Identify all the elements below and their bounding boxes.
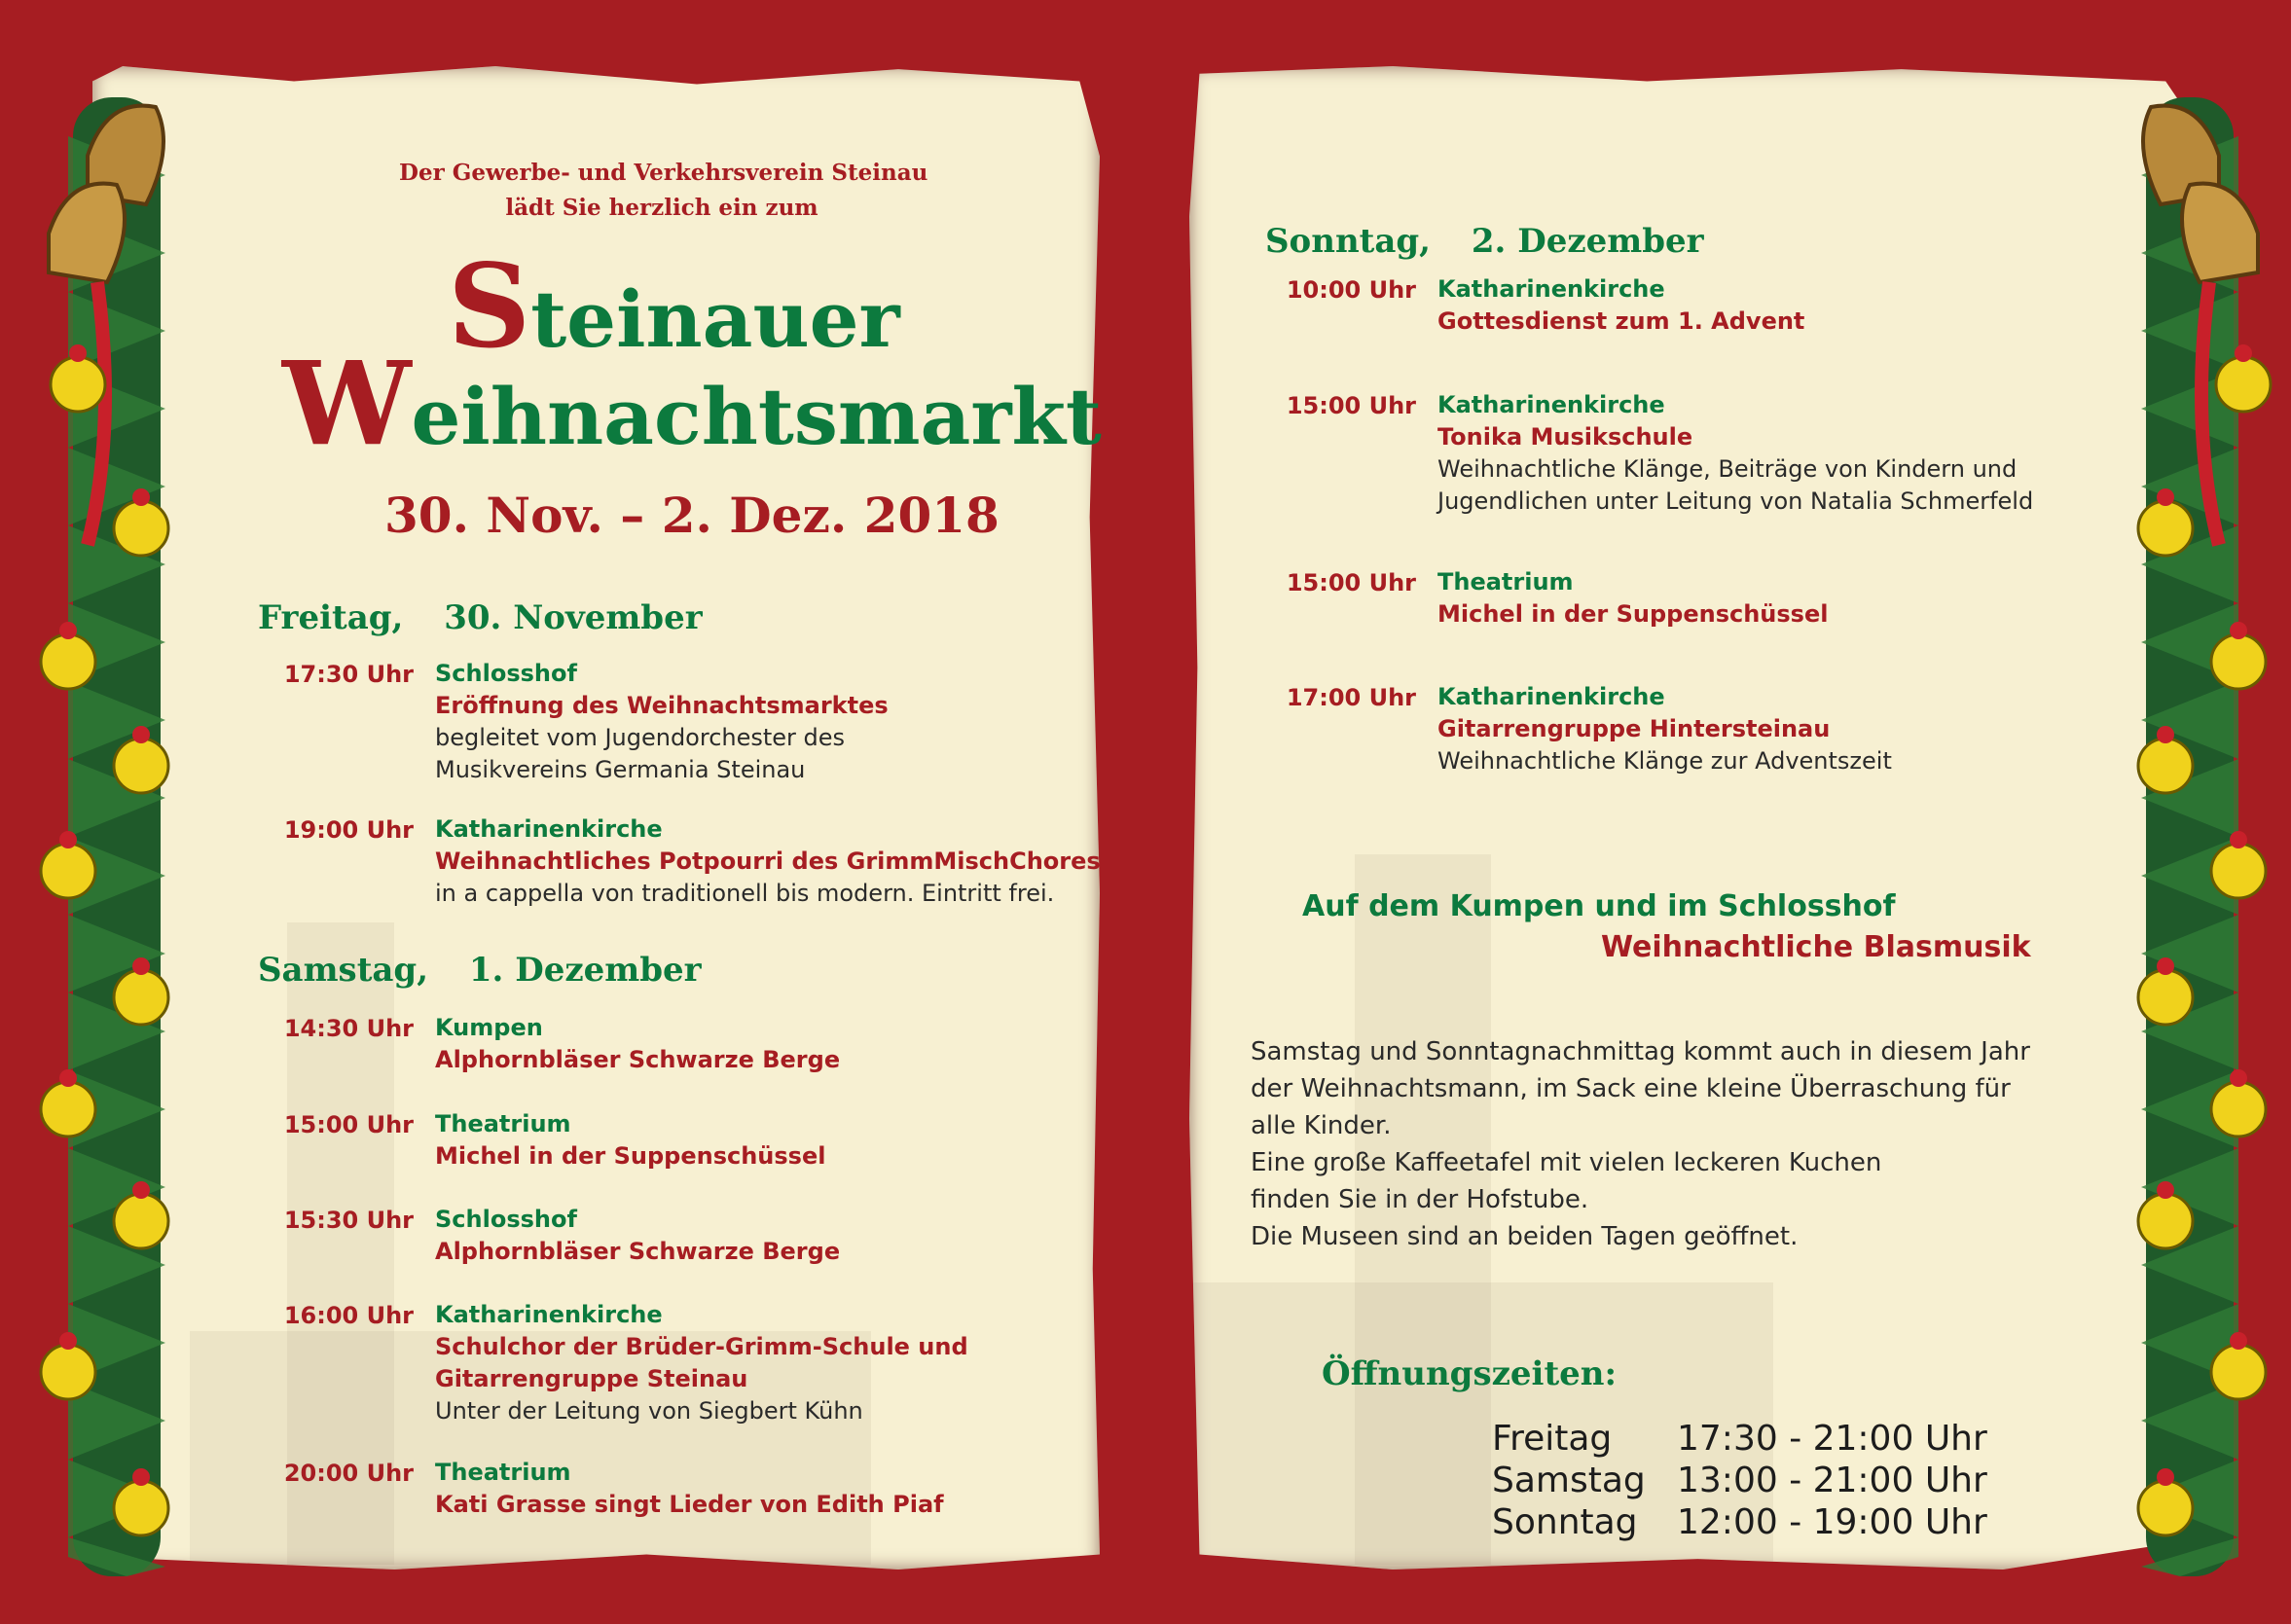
hours-day: Sonntag <box>1492 1502 1638 1542</box>
event-entry <box>435 1204 840 1268</box>
event-location: Theatrium <box>1437 568 1574 595</box>
event-name: Alphornbläser Schwarze Berge <box>435 1238 841 1265</box>
event-desc: begleitet vom Jugendorchester des <box>435 724 846 751</box>
saturday-date: 1. Dezember <box>468 951 702 990</box>
friday-heading <box>258 598 703 637</box>
saturday-day: Samstag, <box>258 951 429 990</box>
event-time: 19:00 Uhr <box>283 816 414 844</box>
title-rest-1: teinauer <box>530 273 900 365</box>
info-line: Eine große Kaffeetafel mit vielen leckeren Kuchen <box>1251 1148 1882 1177</box>
info-line: finden Sie in der Hofstube. <box>1251 1185 1589 1214</box>
event-entry <box>1437 681 1892 777</box>
event-entry <box>435 1457 944 1521</box>
event-name: Eröffnung des Weihnachtsmarktes <box>435 692 889 719</box>
event-desc: Unter der Leitung von Siegbert Kühn <box>435 1397 863 1425</box>
info-line: Samstag und Sonntagnachmittag kommt auch in diesem Jahr <box>1251 1037 2030 1066</box>
event-location: Katharinenkirche <box>435 1301 663 1328</box>
kumpen-heading: Auf dem Kumpen und im Schlosshof <box>1302 889 1896 923</box>
opening-hours-row <box>1492 1461 1987 1500</box>
event-name: Schulchor der Brüder-Grimm-Schule und <box>435 1333 968 1360</box>
event-name: Gitarrengruppe Hintersteinau <box>1437 715 1831 742</box>
title-initial-s: S <box>448 238 531 374</box>
event-name: Tonika Musikschule <box>1437 423 1693 451</box>
hours-day: Samstag <box>1492 1461 1646 1500</box>
event-location: Katharinenkirche <box>1437 683 1665 710</box>
event-entry <box>435 1108 825 1173</box>
event-name: Weihnachtliches Potpourri des GrimmMischChores <box>435 848 1101 875</box>
event-desc: Musikvereins Germania Steinau <box>435 756 806 783</box>
event-time: 10:00 Uhr <box>1286 276 1416 304</box>
title-initial-w: W <box>282 336 412 471</box>
event-location: Kumpen <box>435 1014 543 1041</box>
event-name: Gitarrengruppe Steinau <box>435 1365 748 1392</box>
intro-text <box>399 156 928 226</box>
friday-day: Freitag, <box>258 598 404 637</box>
hours-time: 13:00 - 21:00 Uhr <box>1677 1461 1987 1500</box>
event-entry <box>435 813 1101 910</box>
event-name: Alphornbläser Schwarze Berge <box>435 1046 841 1073</box>
left-garland <box>29 39 175 1586</box>
event-name: Gottesdienst zum 1. Advent <box>1437 307 1805 335</box>
event-time: 15:00 Uhr <box>1286 569 1416 596</box>
event-desc: Weihnachtliche Klänge zur Adventszeit <box>1437 747 1892 775</box>
event-name: Michel in der Suppenschüssel <box>435 1142 826 1170</box>
event-location: Theatrium <box>435 1459 571 1486</box>
event-time: 14:30 Uhr <box>283 1015 414 1042</box>
sunday-heading <box>1265 222 1704 261</box>
info-line: alle Kinder. <box>1251 1111 1392 1140</box>
event-entry <box>435 658 889 786</box>
event-location: Katharinenkirche <box>1437 275 1665 303</box>
event-location: Schlosshof <box>435 1206 577 1233</box>
event-entry <box>435 1012 840 1076</box>
intro-line-2: lädt Sie herzlich ein zum <box>505 195 818 221</box>
opening-hours-row <box>1492 1502 1987 1542</box>
event-location: Katharinenkirche <box>1437 391 1665 418</box>
event-desc: Weihnachtliche Klänge, Beiträge von Kindern und <box>1437 455 2018 483</box>
event-time: 15:30 Uhr <box>283 1207 414 1234</box>
event-name: Kati Grasse singt Lieder von Edith Piaf <box>435 1491 944 1518</box>
event-dates: 30. Nov. – 2. Dez. 2018 <box>384 487 1000 544</box>
hours-time: 12:00 - 19:00 Uhr <box>1677 1502 1987 1542</box>
event-location: Theatrium <box>435 1110 571 1137</box>
saturday-heading <box>258 951 702 990</box>
event-time: 20:00 Uhr <box>283 1460 414 1487</box>
intro-line-1: Der Gewerbe- und Verkehrsverein Steinau <box>399 160 928 186</box>
info-line: Die Museen sind an beiden Tagen geöffnet. <box>1251 1222 1799 1251</box>
event-location: Schlosshof <box>435 660 577 687</box>
hours-time: 17:30 - 21:00 Uhr <box>1677 1419 1987 1459</box>
event-time: 17:30 Uhr <box>283 661 414 688</box>
opening-hours-heading: Öffnungszeiten: <box>1322 1354 1618 1393</box>
blasmusik-heading: Weihnachtliche Blasmusik <box>1601 930 2031 964</box>
friday-date: 30. November <box>444 598 703 637</box>
event-location: Katharinenkirche <box>435 815 663 843</box>
info-paragraph <box>1251 1033 2030 1255</box>
event-time: 16:00 Uhr <box>283 1302 414 1329</box>
sunday-date: 2. Dezember <box>1471 222 1704 261</box>
opening-hours-row <box>1492 1419 1987 1459</box>
event-time: 15:00 Uhr <box>283 1111 414 1138</box>
info-line: der Weihnachtsmann, im Sack eine kleine Überraschung für <box>1251 1074 2011 1103</box>
hours-day: Freitag <box>1492 1419 1613 1459</box>
event-desc: Jugendlichen unter Leitung von Natalia Schmerfeld <box>1437 487 2034 515</box>
event-name: Michel in der Suppenschüssel <box>1437 600 1829 628</box>
event-desc: in a cappella von traditionell bis modern. Eintritt frei. <box>435 880 1055 907</box>
title-rest-2: eihnachtsmarkt <box>411 371 1102 462</box>
event-entry <box>1437 273 1804 338</box>
event-time: 15:00 Uhr <box>1286 392 1416 419</box>
event-entry <box>435 1299 968 1427</box>
sunday-day: Sonntag, <box>1265 222 1432 261</box>
title-line-2 <box>282 336 1102 471</box>
event-time: 17:00 Uhr <box>1286 684 1416 711</box>
event-entry <box>1437 389 2033 518</box>
right-garland <box>2131 39 2277 1586</box>
event-entry <box>1437 566 1828 631</box>
